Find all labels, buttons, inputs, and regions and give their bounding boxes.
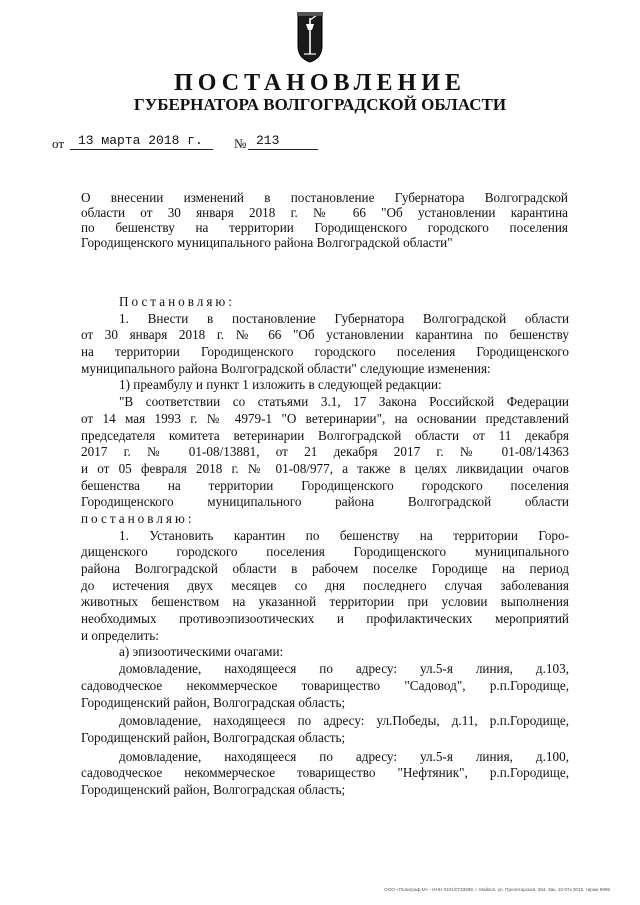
paragraph-line: домовладение, находящееся по адресу: ул.5-я линия, д.103, xyxy=(119,661,569,677)
paragraph-line: 1) преамбулу и пункт 1 изложить в следующей редакции: xyxy=(119,377,442,393)
paragraph-line: на территории Городищенского городского поселения Городищенского xyxy=(81,344,569,360)
coat-of-arms-emblem xyxy=(295,10,325,64)
paragraph-line: района Волгоградской области в рабочем поселке Городище на период xyxy=(81,561,569,576)
paragraph-line: Городищенский район, Волгоградская область; xyxy=(81,694,346,710)
document-date: 13 марта 2018 г. xyxy=(70,133,213,150)
paragraph-line: 2017 г. № 01-08/13881, от 21 декабря 2017 г. № 01-08/14363 xyxy=(81,444,569,460)
paragraph-line: и определить: xyxy=(81,627,159,643)
subject-line: Городищенского муниципального района Волгоградской области" xyxy=(81,235,453,250)
paragraph-line: и от 05 февраля 2018 г. № 01-08/977, а также в целях ликвидации очагов xyxy=(81,460,569,476)
paragraph-line: Городищенский район, Волгоградская область; xyxy=(81,781,346,797)
decree-heading: Постановляю: xyxy=(119,294,235,309)
from-label: от xyxy=(52,136,65,151)
document-body xyxy=(81,294,569,799)
paragraph-line: садоводческое некоммерческое товарищество "Садовод", р.п.Городище, xyxy=(81,677,569,693)
paragraph-line: домовладение, находящееся по адресу: ул.Победы, д.11, р.п.Городище, xyxy=(119,713,569,729)
paragraph-line: "В соответствии со статьями 3.1, 17 Закона Российской Федерации xyxy=(119,394,569,410)
number-label: № xyxy=(234,136,247,151)
subject-line: О внесении изменений в постановление Губернатора Волгоградской xyxy=(81,190,568,205)
document-subtitle: ГУБЕРНАТОРА ВОЛГОГРАДСКОЙ ОБЛАСТИ xyxy=(133,95,507,114)
document-subject xyxy=(81,190,568,250)
paragraph-line: животных бешенством на указанной территории при условии выполнения xyxy=(81,594,569,610)
paragraph-line: муниципального района Волгоградской области" следующие изменения: xyxy=(81,360,491,376)
document-title: ПОСТАНОВЛЕНИЕ xyxy=(174,70,466,96)
volgograd-coat-of-arms-icon xyxy=(295,10,325,64)
paragraph-line: а) эпизоотическими очагами: xyxy=(119,644,284,660)
paragraph-line: от 30 января 2018 г. № 66 "Об установлении карантина по бешенству xyxy=(81,327,569,343)
document-number: 213 xyxy=(248,133,318,150)
subject-line: по бешенству на территории Городищенского городского поселения xyxy=(81,220,568,235)
paragraph-line: домовладение, находящееся по адресу: ул.5-я линия, д.100, xyxy=(119,748,569,764)
paragraph-line: дищенского городского поселения Городищенского муниципального xyxy=(81,544,569,560)
paragraph-line: председателя комитета ветеринарии Волгоградской области от 11 декабря xyxy=(81,427,569,443)
paragraph-line: от 14 мая 1993 г. № 4979-1 "О ветеринарии", на основании представлений xyxy=(81,410,569,426)
paragraph-line: 1. Внести в постановление Губернатора Волгоградской области xyxy=(119,310,569,326)
subject-line: области от 30 января 2018 г. № 66 "Об установлении карантина xyxy=(81,205,568,220)
printer-imprint: ООО «Полиграф-М» - ИНН 0101/0733689, г. Майкоп, ул. Пролетарская, 284. Зак. 10-07к 2015, тираж 9999 xyxy=(384,887,610,892)
paragraph-line: 1. Установить карантин по бешенству на территории Горо- xyxy=(119,527,569,543)
paragraph-line: до истечения двух месяцев со дня последнего случая заболевания xyxy=(81,577,569,593)
paragraph-line: Городищенский район, Волгоградская область; xyxy=(81,729,346,745)
paragraph-line: садоводческое некоммерческое товарищество "Нефтяник", р.п.Городище, xyxy=(81,765,569,781)
paragraph-line: Городищенского муниципального района Волгоградской области xyxy=(81,494,569,510)
paragraph-line: бешенства на территории Городищенского городского поселения xyxy=(81,477,569,493)
paragraph-line: необходимых противоэпизоотических и профилактических мероприятий xyxy=(81,611,569,627)
decree-word: постановляю: xyxy=(81,510,195,526)
